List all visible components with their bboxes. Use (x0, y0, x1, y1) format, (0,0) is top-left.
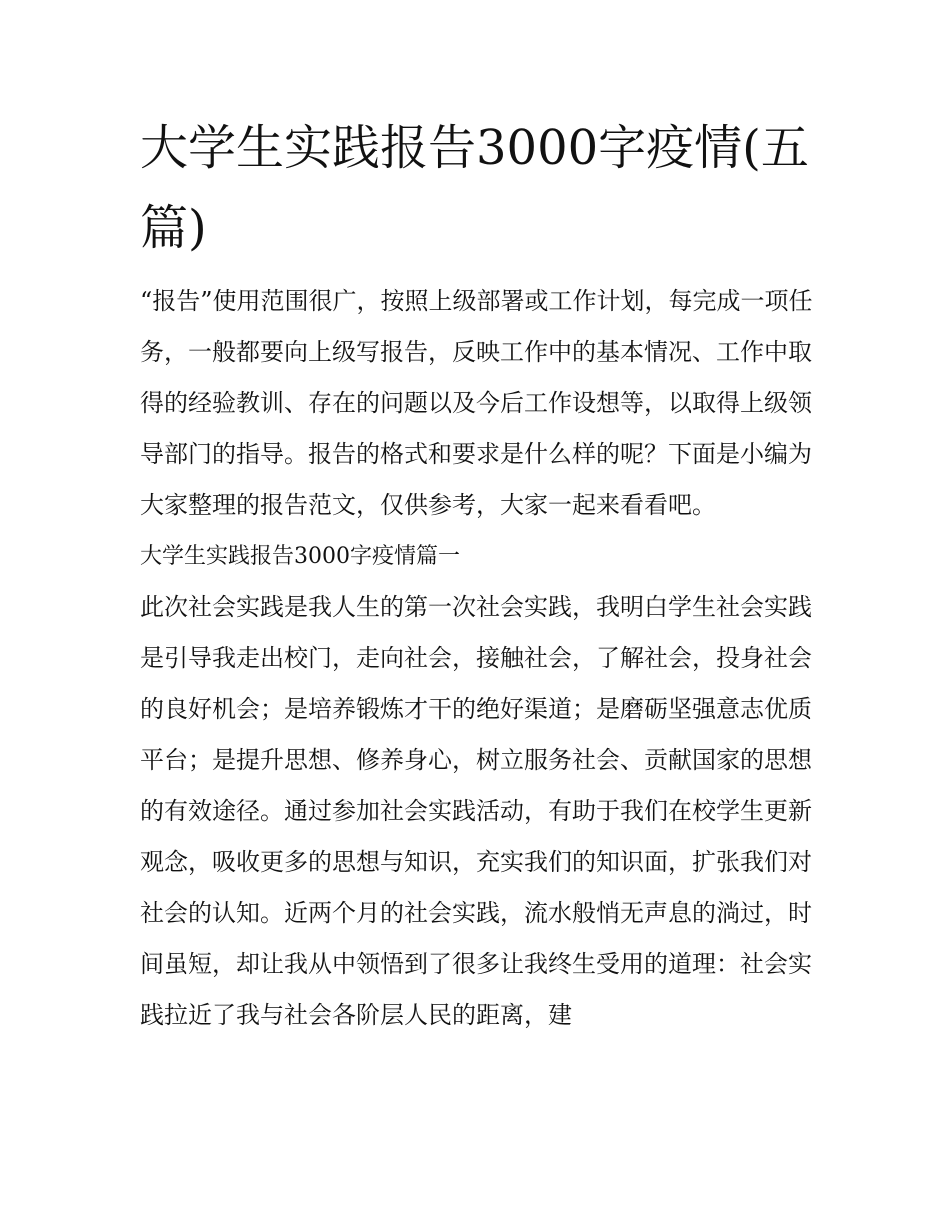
document-title: 大学生实践报告3000字疫情(五篇) (140, 120, 809, 256)
intro-paragraph: “报告”使用范围很广，按照上级部署或工作计划，每完成一项任务，一般都要向上级写报告，反映工作中的基本情况、工作中取得的经验教训、存在的问题以及今后工作设想等，以取得上级领导部门的指导。报告的格式和要求是什么样的呢？下面是小编为大家整理的报告范文，仅供参考，大家一起来看看吧。 (140, 287, 813, 519)
document-content (140, 108, 816, 1041)
section-heading: 大学生实践报告3000字疫情篇一 (140, 544, 460, 569)
section-paragraph: 此次社会实践是我人生的第一次社会实践，我明白学生社会实践是引导我走出校门，走向社会，接触社会，了解社会，投身社会的良好机会；是培养锻炼才干的绝好渠道；是磨砺坚强意志优质平台；是提升思想、修养身心，树立服务社会、贡献国家的思想的有效途径。通过参加社会实践活动，有助于我们在校学生更新观念，吸收更多的思想与知识，充实我们的知识面，扩张我们对社会的认知。近两个月的社会实践，流水般悄无声息的淌过，时间虽短，却让我从中领悟到了很多让我终生受用的道理：社会实践拉近了我与社会各阶层人民的距离，建 (140, 593, 812, 1029)
